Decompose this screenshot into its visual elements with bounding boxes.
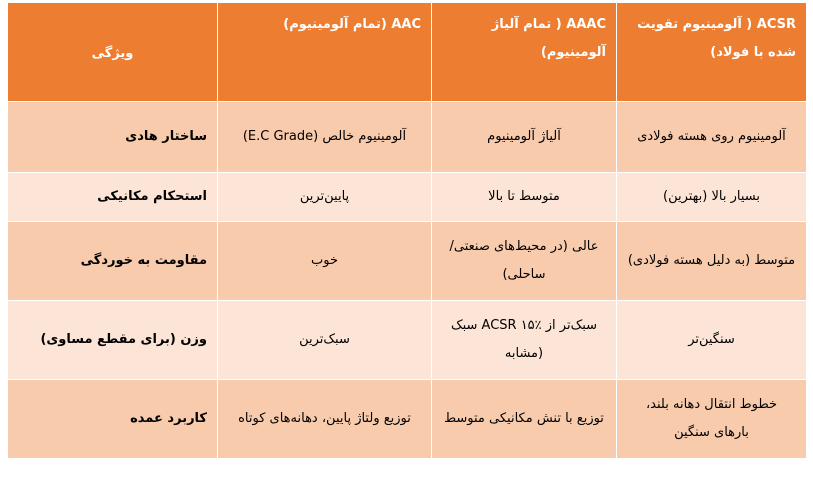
cell-aaac: توزیع با تنش مکانیکی متوسط — [432, 380, 617, 459]
cell-aac: سبک‌ترین — [218, 301, 432, 380]
header-aac: AAC (تمام آلومینیوم) — [218, 3, 432, 102]
cell-feature: استحکام مکانیکی — [8, 173, 218, 222]
cell-feature: وزن (برای مقطع مساوی) — [8, 301, 218, 380]
cell-aaac: عالی (در محیط‌های صنعتی/ساحلی) — [432, 222, 617, 301]
comparison-table-container — [7, 2, 806, 459]
cell-aac: توزیع ولتاژ پایین، دهانه‌های کوتاه — [218, 380, 432, 459]
cell-feature: کاربرد عمده — [8, 380, 218, 459]
table-row — [8, 380, 807, 459]
cell-acsr: متوسط (به دلیل هسته فولادی) — [617, 222, 807, 301]
header-aaac: AAAC ( تمام آلیاژ آلومینیوم) — [432, 3, 617, 102]
cell-aac: پایین‌ترین — [218, 173, 432, 222]
table-row — [8, 173, 807, 222]
cell-feature: ساختار هادی — [8, 102, 218, 173]
table-row — [8, 222, 807, 301]
cell-aac: آلومینیوم خالص (E.C Grade) — [218, 102, 432, 173]
cell-aaac: سبک‌تر از ACSR ۱۵٪ سبک (مشابه — [432, 301, 617, 380]
header-feature: ویژگی — [8, 3, 218, 102]
header-row — [8, 3, 807, 102]
cell-feature: مقاومت به خوردگی — [8, 222, 218, 301]
cell-acsr: بسیار بالا (بهترین) — [617, 173, 807, 222]
conductor-comparison-table — [7, 2, 807, 459]
header-acsr: ACSR ( آلومینیوم تقویت شده با فولاد) — [617, 3, 807, 102]
cell-acsr: خطوط انتقال دهانه بلند، بارهای سنگین — [617, 380, 807, 459]
cell-aac: خوب — [218, 222, 432, 301]
table-row — [8, 102, 807, 173]
cell-aaac: متوسط تا بالا — [432, 173, 617, 222]
cell-acsr: آلومینیوم روی هسته فولادی — [617, 102, 807, 173]
table-row — [8, 301, 807, 380]
cell-acsr: سنگین‌تر — [617, 301, 807, 380]
cell-aaac: آلیاژ آلومینیوم — [432, 102, 617, 173]
